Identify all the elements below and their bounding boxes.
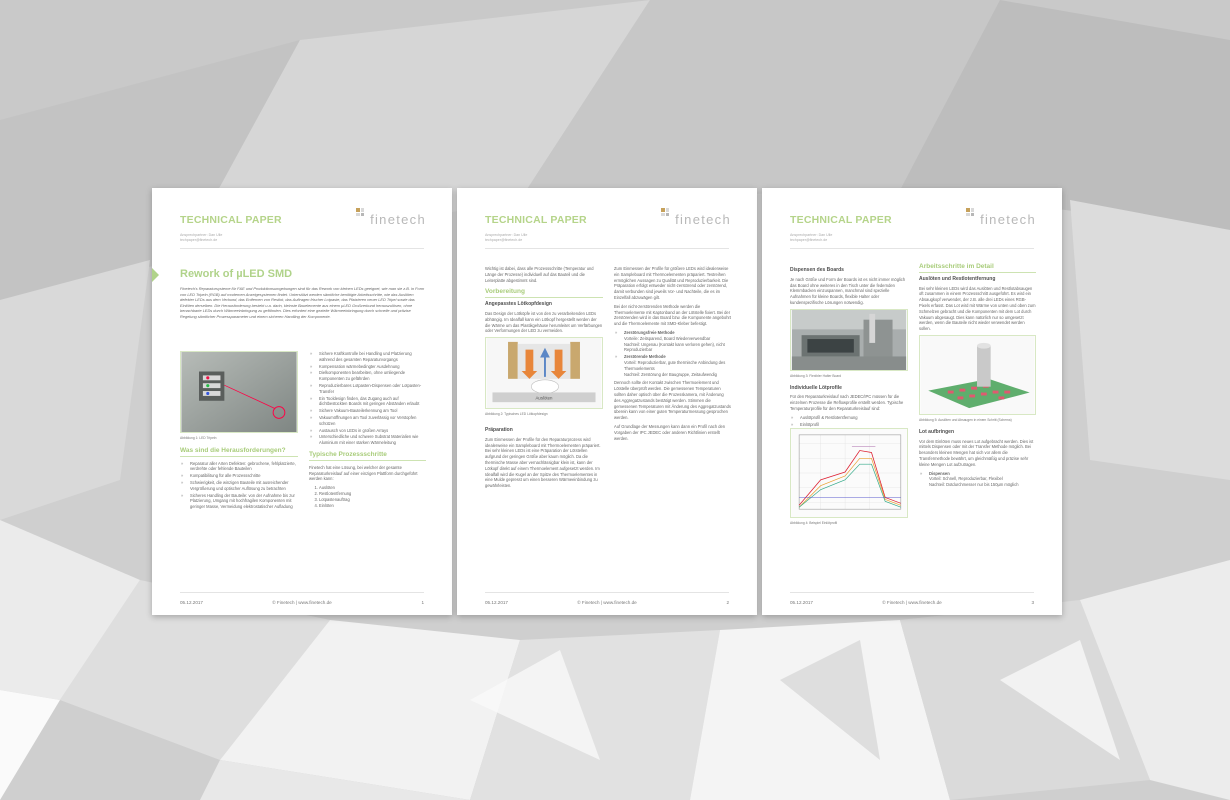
subheading-board: Dispensen des Boards xyxy=(790,267,844,273)
finetech-logo xyxy=(651,208,731,230)
requirements-list xyxy=(309,351,426,446)
page2-left-column xyxy=(485,266,603,492)
contact-name: Ansprechpartner: Dan Ulle xyxy=(180,233,223,237)
document-page-2 xyxy=(457,188,757,615)
figure2-caption: Abbildung 2: Typisches LED Lötkopfdesign xyxy=(485,412,548,417)
subheading-desoldering: Auslöten und Restlotentfernung xyxy=(919,275,996,282)
footer-date: 05.12.2017 xyxy=(180,600,203,605)
document-page-1 xyxy=(152,188,452,615)
logo-text: finetech xyxy=(980,212,1036,227)
logo-text: finetech xyxy=(370,212,426,227)
finetech-logo xyxy=(346,208,426,230)
contact-email: techpaper@finetech.de xyxy=(485,238,523,242)
dispense-list xyxy=(919,471,1036,488)
paragraph: Bei der nicht-zerstörenden Methode werden die Thermoelemente mit Kaptonband an der Lötstelle fixiert. Bei der Zerstörenden wird in das Board bzw. die Komponente angebohrt und die Thermoelemente mit SMD-Kleber befestigt. xyxy=(614,303,731,327)
challenges-list xyxy=(180,461,298,510)
diagram-label: Auslöten xyxy=(535,395,553,401)
footer-copyright: © Finetech | www.finetech.de xyxy=(577,600,637,605)
paragraph: Auf Grundlage der Messungen kann dann ein Profil nach den Vorgaben der IPC JEDEC oder anderen Richtlinien erstellt werden. xyxy=(614,423,726,441)
logo-squares-icon xyxy=(661,208,669,216)
footer-copyright: © Finetech | www.finetech.de xyxy=(272,600,332,605)
reflow-profile-chart xyxy=(790,428,908,518)
header-title: TECHNICAL PAPER xyxy=(485,214,587,226)
subheading-preparation: Präparation xyxy=(485,426,513,433)
figure3-caption: Abbildung 3: Flexibler Halter Board xyxy=(790,373,842,378)
list-item: » Dielkomponenten bearbeiten, ohne umliegende Komponenten zu gefährden xyxy=(309,370,426,382)
page3-left-column xyxy=(790,264,908,532)
page3-right-column xyxy=(919,264,1036,489)
page2-right-column xyxy=(614,266,731,444)
desoldering-text: Bei sehr kleinen LEDs wird das Auslöten und Restlotabsaugen oft zusammen in einem Prozessschritt ausgeführt. Es wird ein Absaugkopf verwendet, der z.B. alle drei LEDs eines RGB-Pixels erfasst. Das Lot wird mit Wärme von unten und oben zum Schmelzen gebracht und die Komponenten mit dem Lot durch Vakuum abgesaugt. Dies kann natürlich nur so umgesetzt werden, wenn die Bauteile nicht wieder verwendet werden sollen. xyxy=(919,285,1036,332)
method-name: Zerstörende Methode xyxy=(624,354,666,360)
lead-paragraph: Wichtig ist dabei, dass alle Prozessschritte (Temperatur und Länge der Prozesse) individuell auf das Bauteil und die Leiterplatte abgestimmt sind. xyxy=(485,266,594,283)
subheading-profiles: Individuelle Lötprofile xyxy=(790,384,842,391)
list-item xyxy=(919,471,1036,488)
preparation-text: Zum Einmessen der Profile für den Reparaturprozess wird idealerweise ein Sampleboard mit Thermoelementen präpariert. Bei sehr kleinen LEDs ist eine Präparation der Lötstellen aufgrund der geringen Größe aber kaum möglich. Da die thermische Masse aber vernachlässigbar klein ist, kann der Lötkopf direkt auf einem Thermoelement aufgesetzt werden. Im Idealfall wird die Kugel an der Spitze des Thermoelementes in eine Mulde gepresst um einen besseren Wärmeeinbindung zu gewährleisten. xyxy=(485,436,601,489)
list-item: » Kompensation wärmebedingter Ausdehnung xyxy=(309,364,426,370)
process-intro: Finetech hat eine Lösung, bei welcher der gesamte Reparaturkreislauf auf einer einzigen Plattform durchgeführt werden kann: xyxy=(309,464,418,482)
led-tripel-image xyxy=(180,351,298,433)
header-contact xyxy=(180,233,300,243)
list-item: » Sichere Vakuum-Bauteilerkennung am Tool xyxy=(309,408,426,414)
board-holder-photo xyxy=(790,309,908,371)
list-item: » Kompatibilitung für alle Prozessschritte xyxy=(180,473,298,479)
method-pro: Vorteil: Schnell, Reproduzierbar, Flexibel xyxy=(929,476,1003,482)
subheading-tool-design: Angepasstes Lötkopfdesign xyxy=(485,301,552,308)
header-divider xyxy=(790,248,1034,249)
tool-design-text: Das Design der Lötköpfe ist von den zu verarbeitenden LEDs abhängig. Im Idealfall kann ein Lötkopf hergestellt werden der die Wärme um das Plastikgehäuse herumleitet um Verfärbungen oder Verformungen der LED zu vermeiden. xyxy=(485,310,603,334)
header-title: TECHNICAL PAPER xyxy=(790,214,892,226)
footer-date: 05.12.2017 xyxy=(790,600,813,605)
section-steps-heading: Arbeitsschritte im Detail xyxy=(919,264,1036,273)
header-divider xyxy=(485,248,729,249)
footer-divider xyxy=(485,592,729,593)
logo-text: finetech xyxy=(675,212,731,227)
header-contact xyxy=(790,233,910,243)
contact-name: Ansprechpartner: Dan Ulle xyxy=(790,233,833,237)
paragraph: Dennoch sollte der Kontakt zwischen Thermoelement und Lötstelle überprüft werden. Die gemessenen Temperaturen sollten daher optisch über die Prozesskamera, mit Änderung des Aggregatzustands bestätigt werden. Stimmen die gemessenen Temperaturen mit Änderung des Aggregatzustands überein kann von einer guten Temperaturmessung gesprochen werden. xyxy=(614,380,731,421)
list-item xyxy=(614,354,731,377)
board-text: Je nach Größe und Form der Boards ist es nicht immer möglich das Board ohne weiteres in den Tisch unter die federnden Klemmbacken einzuspannen, manchmal sind spezielle Aufnahmen für kleine Boards, flexible Halter oder kundenspezifische Lösungen notwendig. xyxy=(790,276,906,305)
profiles-list xyxy=(790,415,908,428)
page1-left-column xyxy=(180,351,298,511)
method-pro: Vorteil: Reproduzierbar, gute thermische Anbindung des Thermoelements xyxy=(624,359,726,371)
list-item: 4. Einlöten xyxy=(319,503,426,509)
method-name: Zerstörungsfreie Methode xyxy=(624,329,675,335)
list-item: 3. Lotpastenauftrag xyxy=(319,497,426,503)
method-pro: Vorteile: Zeitsparend, Board Wiederverwendbar xyxy=(624,335,711,341)
methods-list xyxy=(614,330,731,377)
footer-divider xyxy=(180,592,424,593)
list-item: » Austausch von LEDs in großen Arrays xyxy=(309,428,426,434)
list-item: » Reparatur aller Arten Defekten: gebrochene, fehlplatzierte, verdrehte oder fehlende Bauteilen xyxy=(180,461,298,473)
apply-solder-text: Vor dem Einlöten muss neues Lot aufgebracht werden. Dies ist mittels Dispensen oder mit der Transfer Methode möglich. Bei besonders kleinen Mengen hat sich vor allem die Transfermethode bewährt, um gleichmäßig und präzise sehr kleine Mengen Lot aufzutragen. xyxy=(919,438,1034,467)
contact-email: techpaper@finetech.de xyxy=(790,238,828,242)
list-item: 2. Restlotentfernung xyxy=(319,491,426,497)
desoldering-schema-image xyxy=(919,335,1036,415)
list-item: » Unterschiedliche und schwere Substrat Materialien wie Aluminium mit einer starken Wärmeleitung xyxy=(309,434,426,446)
footer-copyright: © Finetech | www.finetech.de xyxy=(882,600,942,605)
title-arrow-icon xyxy=(152,268,159,282)
list-item: » Sicheres Handling der Bauteile: von der Aufnahme bis zur Platzierung, Umgang mit hochfragilen Komponenten mit geringer Masse, Vermeidung elektrostatischer Aufladung xyxy=(180,493,298,510)
list-item: » Sichere Kraftkontrolle bei Handling und Platzierung während des gesamten Reparaturvorgangs xyxy=(309,351,426,363)
section-preparation-heading: Vorbereitung xyxy=(485,289,603,298)
footer-date: 05.12.2017 xyxy=(485,600,508,605)
section-challenges-heading: Was sind die Herausforderungen? xyxy=(180,448,298,457)
process-steps-list xyxy=(309,485,426,508)
figure1-caption: Abbildung 1: LED Tripeln xyxy=(180,436,217,440)
solder-head-diagram xyxy=(485,337,603,409)
header-title: TECHNICAL PAPER xyxy=(180,214,282,226)
method-name: Dispensen xyxy=(929,470,950,476)
page-number: 2 xyxy=(726,600,729,605)
list-item: » Auslötprofil & Restlotentfernung xyxy=(790,415,908,421)
page-number: 1 xyxy=(421,600,424,605)
list-item xyxy=(614,330,731,353)
page-number: 3 xyxy=(1031,600,1034,605)
page1-right-column xyxy=(309,351,426,508)
finetech-logo xyxy=(956,208,1036,230)
list-item: » Schwierigkeit, die winzigen Bauteile mit ausreichender Vergrößerung und optischer Auflösung zu betrachten xyxy=(180,480,298,492)
section-process-heading: Typische Prozessschritte xyxy=(309,452,426,461)
profiles-text: Für den Reparaturkreislauf nach JEDEC/IPC müssen für die einzelnen Prozesse die Reflowprofile erstellt werden. Typische Temperaturprofile für den Reparaturkreislauf sind: xyxy=(790,394,904,411)
list-item: » Reproduzierbares Lotpasten-Dispensen oder Lotpasten-Transfer xyxy=(309,383,426,395)
header-divider xyxy=(180,248,424,249)
contact-name: Ansprechpartner: Dan Ulle xyxy=(485,233,528,237)
list-item: » Vakuumöffnungen am Tool zuverlässig vor Verstopfen schützen xyxy=(309,415,426,427)
paragraph: Zum Einmessen der Profile für größere LEDs wird idealerweise ein Sampleboard mit Thermoelementen präpariert. Testreihen ermöglichen Aussagen zu Qualität und Reproduzierbarkeit. Die Präparation erfolgt entweder nicht-zerstörend oder zerstörend, damit verbunden sind jeweils Vor- und Nachteile, die es im Einzelfall abzuwägen gilt. xyxy=(614,266,729,300)
document-page-3 xyxy=(762,188,1062,615)
intro-paragraph: Finetech's Reparatursysteme für F&E und Produktionsumgebungen sind für das Rework von kleinen LEDs geeignet, wie man sie z.B. in Form von LED Tripeln (RGB) auf modernen Anzeigesystemen findet. Unterstützt werden sämtliche benötigte Arbeitsschritte, wie das Auslöten defekter LEDs aus dem Verbund, das Entfernen von Restlot, das Auftragen frischer Lotpaste, das Platzieren neuer LED Tripel sowie das Einlöten derselben. Die Herausforderung besteht u.a. darin, kleinste Bauelemente aus einem µLED Großverbund herauszulösen, ohne benachbarte LEDs durch Wärmeeinbringung zu gefährden. Dies erfordert eine gezielte Wärmeeinbringung durch schnelle und präzise Regelung sämtlicher Prozessparameter und einem sicheren Handling der Komponente. xyxy=(180,286,425,319)
logo-squares-icon xyxy=(966,208,974,216)
subheading-apply-solder: Lot aufbringen xyxy=(919,428,954,435)
method-con: Nachteil: Ungenau (Kontakt kann verloren gehen), nicht Reproduzierbar xyxy=(624,341,725,353)
contact-email: techpaper@finetech.de xyxy=(180,238,218,242)
header-contact xyxy=(485,233,605,243)
figure5-caption: Abbildung 5: Auslöten und Absaugen in einem Schritt (Schema) xyxy=(919,417,1012,422)
method-con: Nachteil: Dotdurchmesser nur bis 150µm möglich xyxy=(929,482,1019,488)
list-item: » Ein Tooldesign finden, das Zugang auch auf dichtbestückten Boards mit geringen Abständen erlaubt xyxy=(309,396,426,408)
list-item: » Einlötprofil xyxy=(790,422,908,428)
paper-title: Rework of µLED SMD xyxy=(180,268,293,280)
method-con: Nachteil: Zerstörung der Baugruppe, Zeitaufwendig xyxy=(624,371,717,377)
footer-divider xyxy=(790,592,1034,593)
figure4-caption: Abbildung 4: Beispiel Einlötprofil xyxy=(790,521,838,526)
list-item: 1. Auslöten xyxy=(319,485,426,491)
logo-squares-icon xyxy=(356,208,364,216)
